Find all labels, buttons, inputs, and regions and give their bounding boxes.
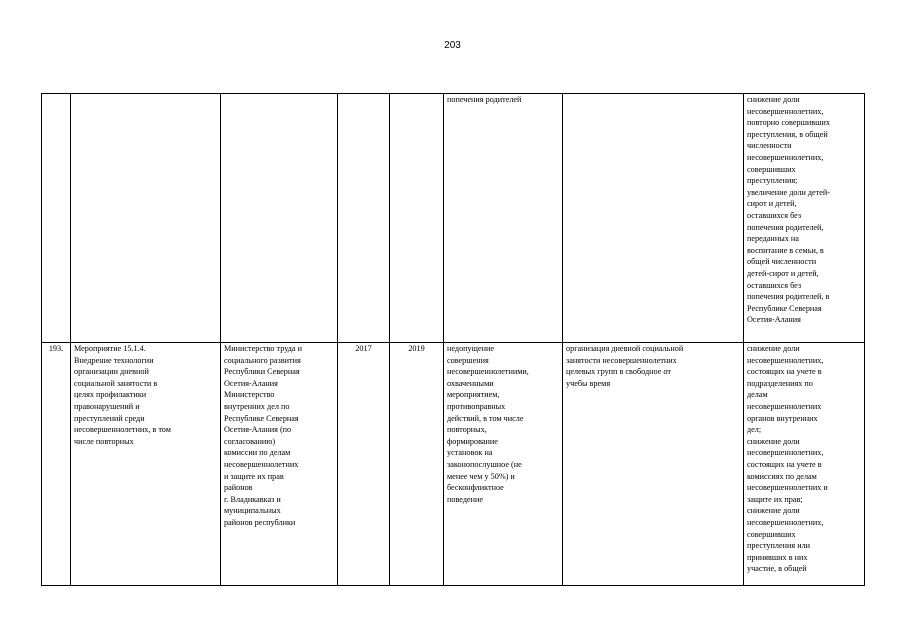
cell-text-line: несовершеннолетних, (747, 152, 824, 162)
table-row-193 (42, 343, 865, 586)
cell-text-line: снижение доли (747, 436, 800, 446)
cell-text-line: воспитание в семьи, в (747, 245, 824, 255)
cell-text-line: Республике Северная (747, 303, 822, 313)
cell-text-line: несовершеннолетних и (747, 483, 828, 493)
table-row-continuation (42, 94, 865, 343)
cell-event (71, 94, 221, 343)
cell-text-line: оставшихся без (747, 280, 802, 290)
cell-text-line: целях профилактики (74, 390, 147, 400)
cell-text-line: состоящих на учете в (747, 459, 822, 469)
cell-text-line: несовершеннолетних (224, 459, 299, 469)
cell-text-line: дел; (747, 425, 762, 435)
cell-text-line: сирот и детей, (747, 199, 797, 209)
cell-main-direction (563, 343, 744, 586)
cell-text-line: преступления или (747, 541, 811, 551)
cell-end-year (390, 94, 444, 343)
cell-text-line: комиссиях по делам (747, 471, 817, 481)
cell-number: 193. (42, 343, 71, 586)
cell-text-line: социальной занятости в (74, 378, 158, 388)
cell-expected-result (444, 343, 563, 586)
cell-text-line: Осетия-Алания (747, 315, 801, 325)
cell-text-line: Осетия-Алания (224, 378, 278, 388)
cell-text-line: снижение доли (747, 95, 800, 104)
cell-start-year: 2017 (338, 343, 390, 586)
cell-text-line: Министерство (224, 390, 275, 400)
cell-text-line: менее чем у 50%) и (447, 471, 515, 481)
cell-text-line: несовершеннолетними, (447, 367, 529, 377)
cell-text-line: несовершеннолетних, (747, 106, 824, 116)
cell-text-line: попечения родителей, (747, 222, 824, 232)
cell-text-line: и защите их прав (224, 471, 284, 481)
cell-text-line: Министерство труда и (224, 344, 302, 353)
cell-text-line: преступления, в общей (747, 129, 828, 139)
cell-text-line: установок на (447, 448, 493, 458)
cell-end-year: 2019 (390, 343, 444, 586)
cell-text-line: делам (747, 390, 768, 400)
cell-text-line: защите их прав; (747, 494, 803, 504)
cell-text-line: правонарушений и (74, 401, 140, 411)
cell-indicators (744, 343, 865, 586)
cell-text-line: числе повторных (74, 436, 134, 446)
cell-text-line: действий, в том числе (447, 413, 524, 423)
cell-indicators (744, 94, 865, 343)
cell-text-line: социального развития (224, 355, 301, 365)
cell-text-line: недопущение (447, 344, 494, 353)
cell-text-line: районов республики (224, 517, 296, 527)
cell-text-line: преступления; (747, 176, 798, 186)
cell-text-line: Мероприятие 15.1.4. (74, 344, 146, 353)
cell-text-line: Осетия-Алания (по (224, 425, 292, 435)
cell-text-line: муниципальных (224, 506, 281, 516)
cell-number (42, 94, 71, 343)
cell-main-direction (563, 94, 744, 343)
measures-table (41, 93, 865, 586)
cell-text-line: Внедрение технологии (74, 355, 154, 365)
cell-text-line: совершения (447, 355, 489, 365)
cell-text-line: снижение доли (747, 344, 800, 353)
cell-text-line: мероприятием, (447, 390, 500, 400)
cell-text-line: участие, в общей (747, 564, 807, 574)
cell-text-line: снижение доли (747, 506, 800, 516)
cell-text-line: попечения родителей (447, 95, 522, 104)
cell-text-line: районов (224, 483, 253, 493)
cell-text-line: поведение (447, 494, 484, 504)
cell-text-line: охваченными (447, 378, 494, 388)
cell-text-line: состоящих на учете в (747, 367, 822, 377)
cell-text-line: принявших в них (747, 552, 808, 562)
page-number: 203 (444, 40, 461, 51)
cell-text-line: совершивших (747, 529, 796, 539)
cell-text-line: формирование (447, 436, 498, 446)
cell-text-line: занятости несовершеннолетних (566, 355, 677, 365)
cell-text-line: несовершеннолетних, (747, 517, 824, 527)
cell-text-line: организация дневной социальной (566, 344, 684, 353)
cell-text-line: увеличение доли детей- (747, 187, 830, 197)
cell-text-line: организации дневной (74, 367, 149, 377)
cell-text-line: численности (747, 141, 792, 151)
cell-text-line: Республике Северная (224, 413, 299, 423)
cell-text-line: несовершеннолетних, в том (74, 425, 171, 435)
cell-text-line: несовершеннолетних, (747, 448, 824, 458)
cell-text-line: законопослушное (не (447, 459, 522, 469)
cell-executor (221, 94, 338, 343)
cell-text-line: учебы время (566, 378, 611, 388)
cell-text-line: противоправных (447, 401, 506, 411)
cell-text-line: преступлений среди (74, 413, 145, 423)
cell-text-line: общей численности (747, 257, 817, 267)
cell-executor (221, 343, 338, 586)
cell-text-line: детей-сирот и детей, (747, 268, 819, 278)
cell-text-line: оставшихся без (747, 210, 802, 220)
cell-text-line: несовершеннолетних, (747, 355, 824, 365)
cell-text-line: переданных на (747, 234, 799, 244)
cell-text-line: согласованию) (224, 436, 276, 446)
cell-text-line: несовершеннолетних (747, 401, 822, 411)
cell-text-line: совершивших (747, 164, 796, 174)
cell-event (71, 343, 221, 586)
cell-expected-result (444, 94, 563, 343)
cell-text-line: целевых групп в свободное от (566, 367, 671, 377)
cell-text-line: подразделениях по (747, 378, 813, 388)
cell-text-line: органов внутренних (747, 413, 818, 423)
cell-text-line: повторных, (447, 425, 487, 435)
cell-text-line: попечения родителей, в (747, 292, 830, 302)
cell-text-line: внутренних дел по (224, 401, 290, 411)
cell-start-year (338, 94, 390, 343)
cell-text-line: г. Владикавказ и (224, 494, 281, 504)
cell-text-line: повторно совершивших (747, 118, 830, 128)
cell-text-line: комиссии по делам (224, 448, 291, 458)
cell-text-line: бесконфликтное (447, 483, 504, 493)
cell-text-line: Республики Северная (224, 367, 300, 377)
